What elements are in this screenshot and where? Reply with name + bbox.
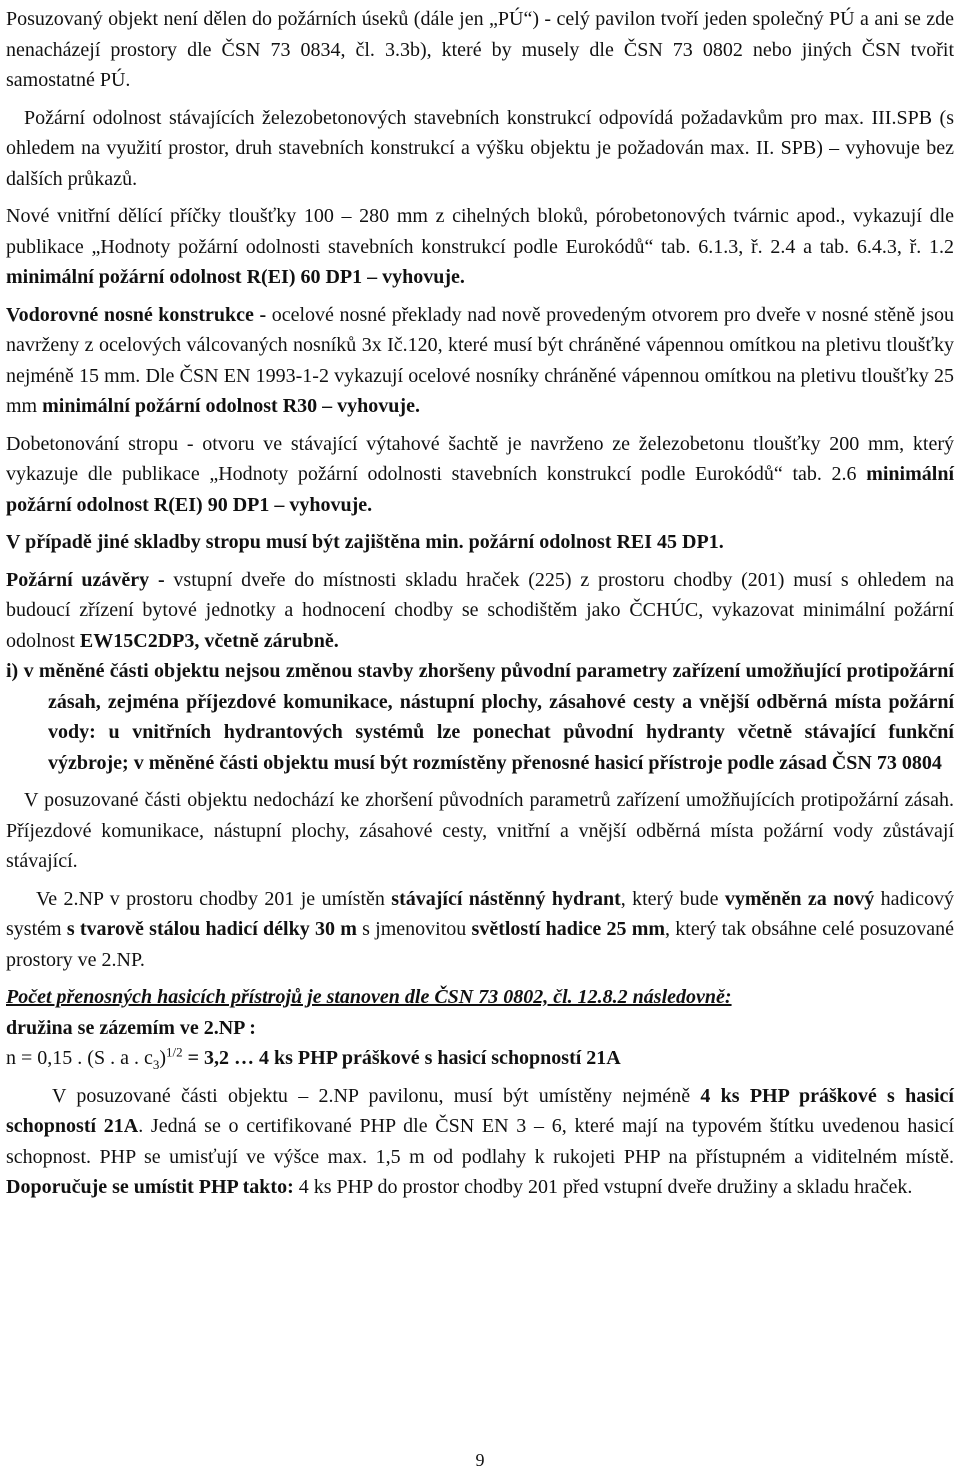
paragraph-hydrant: Ve 2.NP v prostoru chodby 201 je umístěn stávající nástěnný hydrant, který bude vyměněn za nový hadicový systém s tvarově stálou hadicí délky 30 m s jmenovitou světlostí hadice 25 mm, který tak obsáhne celé posuzované prostory ve 2.NP. (6, 887, 954, 971)
paragraph-intervention: V posuzované části objektu nedochází ke zhoršení původních parametrů zařízení umožňujících protipožární zásah. Příjezdové komunikace, nástupní plochy, zásahové cesty, vnitřní a vnější odběrná místa požární vody zůstávají stávající. (6, 789, 954, 872)
formula-extinguishers: n = 0,15 . (S . a . $c_3)^{1/2} = 3,2$ … 4 ks PHP práškové s hasicí schopností 21A (6, 1044, 621, 1072)
paragraph-fire-closures: Požární uzávěry - vstupní dveře do místnosti skladu hraček (225) z prostoru chodby (201) musí s ohledem na budoucí zřízení bytové jednotky a hodnocení chodby se schodištěm jako ČCHÚC, vykazovat minimální požární odolnost EW15C2DP3, včetně zárubně. (6, 568, 954, 652)
paragraph-fire-resistance-existing: Požární odolnost stávajících železobetonových stavebních konstrukcí odpovídá požadavkům pro max. III.SPB (s ohledem na využití prostor, druh stavebních konstrukcí a výšku objektu je požadován max. II. SPB) – vyhovuje bez dalších průkazů. (6, 106, 954, 190)
paragraph-druzina: družina se zázemím ve 2.NP : (6, 1016, 256, 1039)
heading-extinguishers: Počet přenosných hasicích přístrojů je stanoven dle ČSN 73 0802, čl. 12.8.2 následovně: (6, 986, 732, 1008)
page-number: 9 (475, 1450, 485, 1470)
paragraph-other-ceiling: V případě jiné skladby stropu musí být zajištěna min. požární odolnost REI 45 DP1. (6, 531, 724, 553)
paragraph-partitions: Nové vnitřní dělící příčky tloušťky 100 – 280 mm z cihelných bloků, pórobetonových tvárnic apod., vykazují dle publikace „Hodnoty požární odolnosti stavebních konstrukcí podle Eurokódů“ tab. 6.1.3, ř. 2.4 a tab. 6.4.3, ř. 1.2 minimální požární odolnost R(EI) 60 DP1 – vyhovuje. (6, 205, 954, 288)
document-page (6, 4, 954, 1203)
paragraph-php-placement: V posuzované části objektu – 2.NP pavilonu, musí být umístěny nejméně 4 ks PHP práškové s hasicí schopností 21A. Jedná se o certifikované PHP dle ČSN EN 3 – 6, které mají na typovém štítku uvedenou hasicí schopnost. PHP se umisťují ve výšce max. 1,5 m od podlahy k rukojeti PHP na přístupném a viditelném místě. Doporučuje se umístit PHP takto: 4 ks PHP do prostor chodby 201 před vstupní dveře družiny a skladu hraček. (6, 1084, 954, 1198)
list-item-i: i) v měněné části objektu nejsou změnou stavby zhoršeny původní parametry zařízení umožňující protipožární zásah, zejména příjezdové komunikace, nástupní plochy, zásahové cesty a vnější odběrná místa požární vody: u vnitřních hydrantových systémů lze ponechat původní hydranty včetně stávající funkční výzbroje; v měněné části objektu musí být rozmístěny přenosné hasicí přístroje podle zásad ČSN 73 0804 (6, 660, 954, 774)
paragraph-horizontal-structures: Vodorovné nosné konstrukce - ocelové nosné překlady nad nově provedeným otvorem pro dveře v nosné stěně jsou navrženy z ocelových válcovaných nosníků 3x Ič.120, které musí být chráněné vápennou omítkou na pletivu tloušťky nejméně 15 mm. Dle ČSN EN 1993-1-2 vykazují ocelové nosníky chráněné vápennou omítkou na pletivu tloušťky 25 mm minimální požární odolnost R30 – vyhovuje. (6, 303, 954, 417)
paragraph-pu: Posuzovaný objekt není dělen do požárních úseků (dále jen „PÚ“) - celý pavilon tvoří jeden společný PÚ a ani se zde nenacházejí prostory dle ČSN 73 0834, čl. 3.3b), které by musely dle ČSN 73 0802 nebo jiných ČSN tvořit samostatné PÚ. (6, 8, 954, 91)
paragraph-ceiling-concreting: Dobetonování stropu - otvoru ve stávající výtahové šachtě je navrženo ze železobetonu tloušťky 200 mm, který vykazuje dle publikace „Hodnoty požární odolnosti stavebních konstrukcí podle Eurokódů“ tab. 2.6 minimální požární odolnost R(EI) 90 DP1 – vyhovuje. (6, 432, 954, 516)
